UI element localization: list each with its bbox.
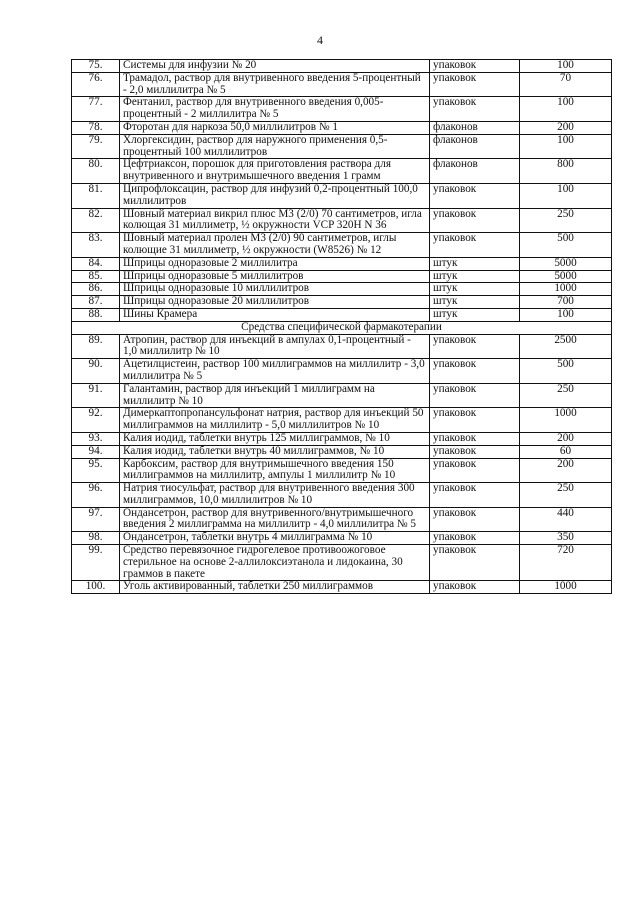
- item-number: 87.: [72, 296, 120, 309]
- item-name: Фторотан для наркоза 50,0 миллилитров № 1: [120, 121, 430, 134]
- item-name: Калия иодид, таблетки внутрь 125 миллиграммов, № 10: [120, 432, 430, 445]
- item-number: 95.: [72, 458, 120, 483]
- table-row: [72, 183, 612, 208]
- item-unit: упаковок: [430, 408, 520, 433]
- table-row: [72, 121, 612, 134]
- item-number: 82.: [72, 208, 120, 233]
- item-number: 90.: [72, 359, 120, 384]
- item-quantity: 250: [520, 208, 612, 233]
- item-name: Шовный материал пролен М3 (2/0) 90 сантиметров, иглы колющие 31 миллиметр, ½ окружности (W8526) № 12: [120, 233, 430, 258]
- table-row: [72, 208, 612, 233]
- item-unit: штук: [430, 296, 520, 309]
- item-unit: упаковок: [430, 208, 520, 233]
- item-name: Шприцы одноразовые 5 миллилитров: [120, 270, 430, 283]
- item-name: Шины Крамера: [120, 308, 430, 321]
- item-name: Хлоргексидин, раствор для наружного применения 0,5-процентный 100 миллилитров: [120, 134, 430, 159]
- item-number: 77.: [72, 97, 120, 122]
- item-number: 98.: [72, 532, 120, 545]
- item-unit: упаковок: [430, 97, 520, 122]
- item-unit: флаконов: [430, 159, 520, 184]
- item-quantity: 350: [520, 532, 612, 545]
- item-name: Ондансетрон, раствор для внутривенного/внутримышечного введения 2 миллиграмма на миллилитр - 4,0 миллилитра № 5: [120, 507, 430, 532]
- item-number: 91.: [72, 383, 120, 408]
- item-unit: штук: [430, 257, 520, 270]
- item-name: Трамадол, раствор для внутривенного введения 5-процентный - 2,0 миллилитра № 5: [120, 72, 430, 97]
- table-row: [72, 296, 612, 309]
- section-title: Средства специфической фармакотерапии: [72, 321, 612, 334]
- item-quantity: 200: [520, 458, 612, 483]
- table-row: [72, 445, 612, 458]
- table-row: [72, 483, 612, 508]
- table-row: [72, 72, 612, 97]
- item-number: 85.: [72, 270, 120, 283]
- table-row: [72, 257, 612, 270]
- item-quantity: 70: [520, 72, 612, 97]
- table-row: [72, 308, 612, 321]
- item-quantity: 100: [520, 97, 612, 122]
- item-number: 86.: [72, 283, 120, 296]
- item-name: Ацетилцистеин, раствор 100 миллиграммов на миллилитр - 3,0 миллилитра № 5: [120, 359, 430, 384]
- table-row: [72, 507, 612, 532]
- item-unit: упаковок: [430, 445, 520, 458]
- item-unit: упаковок: [430, 581, 520, 594]
- item-quantity: 200: [520, 432, 612, 445]
- item-quantity: 800: [520, 159, 612, 184]
- item-number: 83.: [72, 233, 120, 258]
- item-unit: упаковок: [430, 334, 520, 359]
- table-row: [72, 159, 612, 184]
- item-quantity: 200: [520, 121, 612, 134]
- item-name: Шовный материал викрил плюс М3 (2/0) 70 сантиметров, игла колющая 31 миллиметр, ½ окружности VCP 320H N 36: [120, 208, 430, 233]
- item-number: 81.: [72, 183, 120, 208]
- table-row: [72, 134, 612, 159]
- item-name: Системы для инфузии № 20: [120, 60, 430, 73]
- item-quantity: 250: [520, 383, 612, 408]
- item-name: Галантамин, раствор для инъекций 1 миллиграмм на миллилитр № 10: [120, 383, 430, 408]
- item-unit: упаковок: [430, 483, 520, 508]
- item-number: 97.: [72, 507, 120, 532]
- item-quantity: 440: [520, 507, 612, 532]
- item-number: 80.: [72, 159, 120, 184]
- table-row: [72, 60, 612, 73]
- item-quantity: 100: [520, 134, 612, 159]
- item-name: Цефтриаксон, порошок для приготовления раствора для внутривенного и внутримышечного введения 1 грамм: [120, 159, 430, 184]
- item-number: 84.: [72, 257, 120, 270]
- item-number: 75.: [72, 60, 120, 73]
- item-name: Средство перевязочное гидрогелевое противоожоговое стерильное на основе 2-аллилоксиэтанола и лидокаина, 30 граммов в пакете: [120, 545, 430, 581]
- item-quantity: 60: [520, 445, 612, 458]
- item-unit: упаковок: [430, 545, 520, 581]
- table-row: [72, 581, 612, 594]
- item-name: Уголь активированный, таблетки 250 миллиграммов: [120, 581, 430, 594]
- table-row: [72, 432, 612, 445]
- table-row: [72, 408, 612, 433]
- item-name: Шприцы одноразовые 20 миллилитров: [120, 296, 430, 309]
- items-table: [71, 59, 612, 594]
- table-row: [72, 545, 612, 581]
- item-unit: упаковок: [430, 383, 520, 408]
- item-name: Ондансетрон, таблетки внутрь 4 миллиграмма № 10: [120, 532, 430, 545]
- item-quantity: 1000: [520, 283, 612, 296]
- item-quantity: 100: [520, 60, 612, 73]
- table-row: [72, 383, 612, 408]
- item-quantity: 2500: [520, 334, 612, 359]
- item-quantity: 720: [520, 545, 612, 581]
- item-unit: штук: [430, 308, 520, 321]
- item-name: Калия иодид, таблетки внутрь 40 миллиграммов, № 10: [120, 445, 430, 458]
- item-number: 88.: [72, 308, 120, 321]
- item-unit: упаковок: [430, 60, 520, 73]
- items-table-part1: [72, 60, 612, 322]
- item-number: 78.: [72, 121, 120, 134]
- item-unit: флаконов: [430, 134, 520, 159]
- item-unit: упаковок: [430, 532, 520, 545]
- item-number: 94.: [72, 445, 120, 458]
- item-quantity: 500: [520, 233, 612, 258]
- item-quantity: 700: [520, 296, 612, 309]
- item-quantity: 100: [520, 308, 612, 321]
- items-table-part2: [72, 334, 612, 594]
- item-name: Димеркаптопропансульфонат натрия, раствор для инъекций 50 миллиграммов на миллилитр - 5,0 миллилитров № 10: [120, 408, 430, 433]
- section-header-group: [72, 321, 612, 334]
- item-name: Фентанил, раствор для внутривенного введения 0,005-процентный - 2 миллилитра № 5: [120, 97, 430, 122]
- item-quantity: 500: [520, 359, 612, 384]
- item-quantity: 5000: [520, 270, 612, 283]
- item-number: 93.: [72, 432, 120, 445]
- item-name: Карбоксим, раствор для внутримышечного введения 150 миллиграммов на миллилитр, ампулы 1 миллилитр № 10: [120, 458, 430, 483]
- item-unit: упаковок: [430, 233, 520, 258]
- item-name: Ципрофлоксацин, раствор для инфузий 0,2-процентный 100,0 миллилитров: [120, 183, 430, 208]
- table-row: [72, 283, 612, 296]
- page-number: 4: [317, 33, 323, 47]
- table-row: [72, 97, 612, 122]
- section-header-row: [72, 321, 612, 334]
- item-quantity: 5000: [520, 257, 612, 270]
- item-unit: флаконов: [430, 121, 520, 134]
- item-number: 92.: [72, 408, 120, 433]
- table-row: [72, 458, 612, 483]
- item-number: 79.: [72, 134, 120, 159]
- item-unit: упаковок: [430, 432, 520, 445]
- table-row: [72, 334, 612, 359]
- table-row: [72, 359, 612, 384]
- item-number: 89.: [72, 334, 120, 359]
- item-number: 96.: [72, 483, 120, 508]
- item-name: Шприцы одноразовые 10 миллилитров: [120, 283, 430, 296]
- item-unit: штук: [430, 270, 520, 283]
- table-row: [72, 233, 612, 258]
- item-unit: штук: [430, 283, 520, 296]
- item-number: 99.: [72, 545, 120, 581]
- item-number: 100.: [72, 581, 120, 594]
- item-quantity: 100: [520, 183, 612, 208]
- table-row: [72, 270, 612, 283]
- item-name: Натрия тиосульфат, раствор для внутривенного введения 300 миллиграммов, 10,0 миллилитров № 10: [120, 483, 430, 508]
- item-unit: упаковок: [430, 183, 520, 208]
- item-name: Шприцы одноразовые 2 миллилитра: [120, 257, 430, 270]
- item-unit: упаковок: [430, 359, 520, 384]
- table-row: [72, 532, 612, 545]
- item-unit: упаковок: [430, 72, 520, 97]
- item-quantity: 1000: [520, 581, 612, 594]
- item-unit: упаковок: [430, 458, 520, 483]
- item-quantity: 1000: [520, 408, 612, 433]
- item-quantity: 250: [520, 483, 612, 508]
- item-name: Атропин, раствор для инъекций в ампулах 0,1-процентный - 1,0 миллилитр № 10: [120, 334, 430, 359]
- item-number: 76.: [72, 72, 120, 97]
- item-unit: упаковок: [430, 507, 520, 532]
